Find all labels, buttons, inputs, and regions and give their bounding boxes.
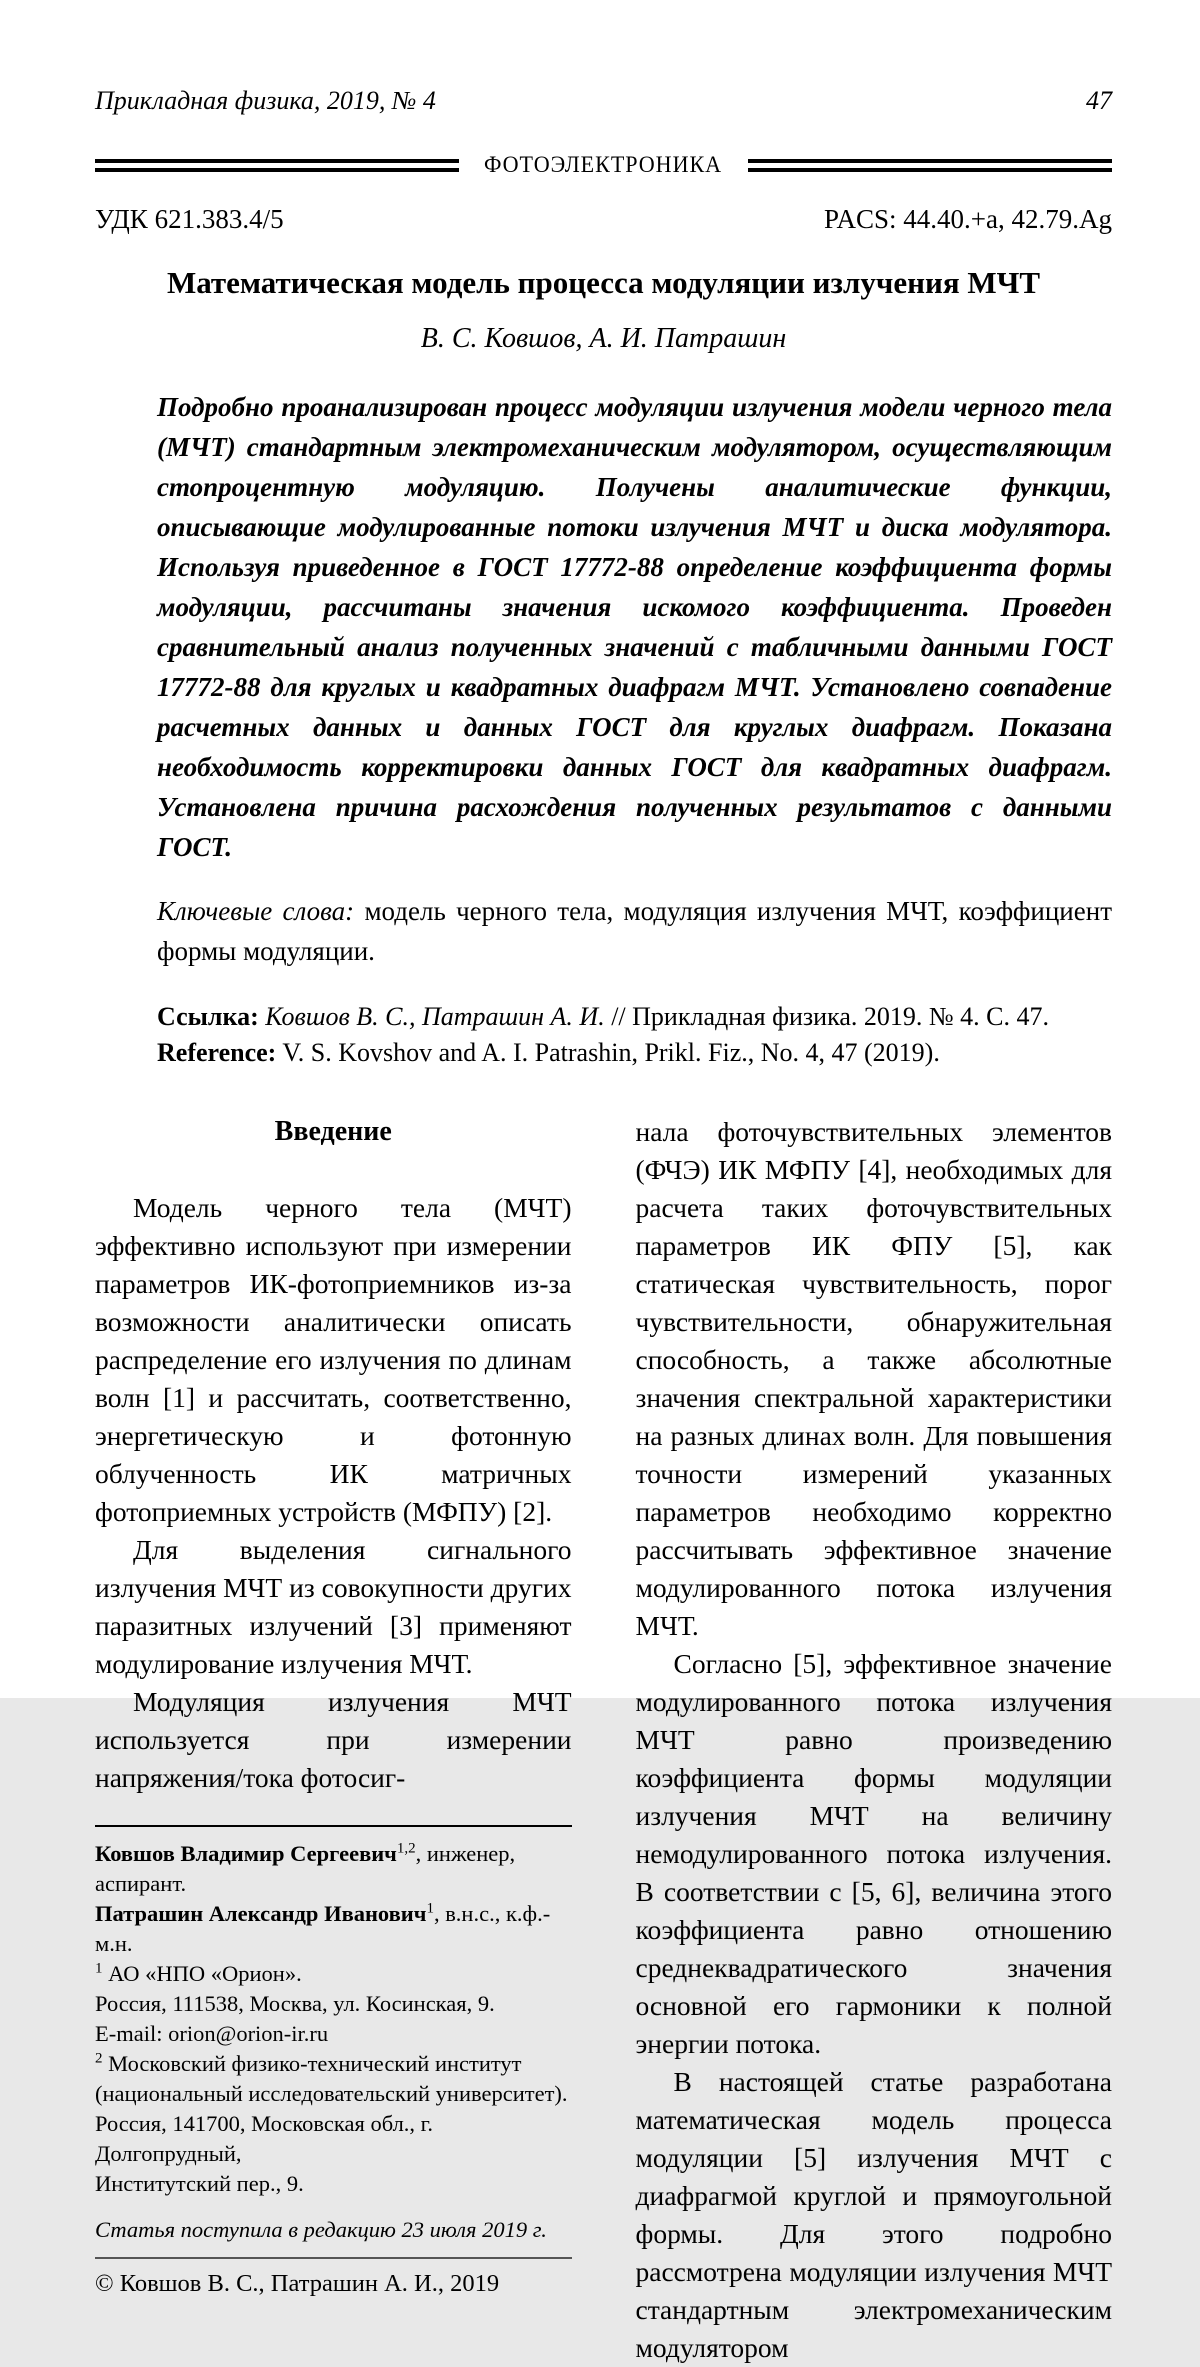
keywords-label: Ключевые слова: <box>157 896 355 926</box>
right-column <box>636 1113 1113 2367</box>
body-paragraph: Модель черного тела (МЧТ) эффективно используют при измерении параметров ИК-фотоприемников из-за возможности аналитически описать распределение его излучения по длинам волн [1] и рассчитать, соответственно, энергетическую и фотонную облученность ИК матричных фотоприемных устройств (МФПУ) [2]. <box>95 1192 572 1527</box>
article-authors: В. С. Ковшов, А. И. Патрашин <box>420 323 787 354</box>
body-paragraph: нала фоточувствительных элементов (ФЧЭ) ИК МФПУ [4], необходимых для расчета таких фоточувствительных параметров ИК ФПУ [5], как статическая чувствительность, порог чувствительности, обнаружительная способность, а также абсолютные значения спектральной характеристики на разных длинах волн. Для повышения точности измерений указанных параметров необходимо корректно рассчитывать эффективное значение модулированного потока излучения МЧТ. <box>635 1116 1112 1641</box>
classification-codes <box>95 204 1112 235</box>
citation-en <box>157 1035 1112 1071</box>
footnote-author-2-sup: 1 <box>426 1900 434 1917</box>
intro-heading: Введение <box>274 1116 392 1147</box>
footnote-affiliation-2b: (национальный исследовательский университет). <box>95 2081 568 2106</box>
received-date: Статья поступила в редакцию 23 июля 2019 г. <box>95 2215 572 2259</box>
footnote-author-1-role: , инженер, аспирант. <box>95 1841 516 1896</box>
footnote-address-1: Россия, 111538, Москва, ул. Косинская, 9. <box>95 1991 495 2016</box>
copyright-line: © Ковшов В. С., Патрашин А. И., 2019 <box>95 2270 500 2297</box>
section-banner <box>95 152 1112 178</box>
footnote-affiliation-1-sup: 1 <box>95 1960 103 1977</box>
footnote-affiliation-1 <box>95 1959 572 1989</box>
footnote-address-3: Институтский пер., 9. <box>95 2171 304 2196</box>
body-paragraph: Модуляция излучения МЧТ используется при измерении напряжения/тока фотосиг- <box>95 1686 572 1793</box>
udk-code: УДК 621.383.4/5 <box>95 204 284 234</box>
section-title: ФОТОЭЛЕКТРОНИКА <box>484 152 723 177</box>
page-number: 47 <box>1086 86 1112 115</box>
footnote-author-2-name: Патрашин Александр Иванович <box>95 1901 427 1926</box>
pacs-code: PACS: 44.40.+a, 42.79.Ag <box>823 204 1112 234</box>
journal-name: Прикладная физика, 2019, № 4 <box>95 86 436 115</box>
article-title: Математическая модель процесса модуляции излучения МЧТ <box>166 265 1041 300</box>
keywords <box>95 891 1112 971</box>
citation-block <box>95 999 1112 1071</box>
citation-ru-rest: // Прикладная физика. 2019. № 4. С. 47. <box>604 1002 1050 1031</box>
footnote-affiliation-2-text: Московский физико-технический институт <box>102 2051 522 2076</box>
footnote-address-2: Россия, 141700, Московская обл., г. Долгопрудный, <box>95 2111 433 2166</box>
keywords-text: модель черного тела, модуляция излучения МЧТ, коэффициент формы модуляции. <box>157 896 1112 966</box>
two-column-body <box>95 1113 1112 2367</box>
citation-en-label: Reference: <box>157 1038 277 1067</box>
citation-ru-label: Ссылка: <box>157 1002 259 1031</box>
body-paragraph: В настоящей статье разработана математическая модель процесса модуляции [5] излучения МЧТ с диафрагмой круглой и прямоугольной формы. Для этого подробно рассмотрена модуляции излучения МЧТ стандартным электромеханическим модулятором <box>635 2066 1112 2363</box>
citation-en-rest: V. S. Kovshov and A. I. Patrashin, Prikl. Fiz., No. 4, 47 (2019). <box>276 1038 940 1067</box>
footnote-email: E-mail: orion@orion-ir.ru <box>95 2021 329 2046</box>
footnote-author-1 <box>95 1839 572 1899</box>
footnote-author-2-role: , в.н.с., к.ф.-м.н. <box>95 1901 551 1956</box>
body-paragraph: Согласно [5], эффективное значение модулированного потока излучения МЧТ равно произведению коэффициента формы модуляции излучения МЧТ на величину немодулированного потока излучения. В соответствии с [5, 6], величина этого коэффициента равно отношению среднеквадратического значения основной его гармоники к полной энергии потока. <box>635 1648 1112 2059</box>
footnote-affiliation-2-sup: 2 <box>95 2050 103 2067</box>
citation-ru-authors: Ковшов В. С., Патрашин А. И. <box>258 1002 605 1031</box>
running-head <box>95 86 1112 116</box>
footnote-affiliation-2 <box>95 2049 572 2079</box>
body-paragraph: Для выделения сигнального излучения МЧТ из совокупности других паразитных излучений [3] применяют модулирование излучения МЧТ. <box>95 1534 572 1679</box>
abstract: Подробно проанализирован процесс модуляции излучения модели черного тела (МЧТ) стандартным электромеханическим модулятором, осуществляющим стопроцентную модуляцию. Получены аналитические функции, описывающие модулированные потоки излучения МЧТ и диска модулятора. Используя приведенное в ГОСТ 17772-88 определение коэффициента формы модуляции, рассчитаны значения искомого коэффициента. Проведен сравнительный анализ полученных значений с табличными данными ГОСТ 17772-88 для круглых и квадратных диафрагм МЧТ. Установлено совпадение расчетных данных и данных ГОСТ для круглых диафрагм. Показана необходимость корректировки данных ГОСТ для квадратных диафрагм. Установлена причина расхождения полученных результатов с данными ГОСТ. <box>157 392 1112 862</box>
citation-ru <box>157 999 1112 1035</box>
banner-right-rule <box>748 159 1112 172</box>
footnote-author-2 <box>95 1899 572 1959</box>
footnote-author-1-name: Ковшов Владимир Сергеевич <box>95 1841 397 1866</box>
author-footnote <box>95 1825 572 2299</box>
banner-left-rule <box>95 159 459 172</box>
footnote-author-1-sup: 1,2 <box>396 1840 416 1857</box>
footnote-affiliation-1-text: АО «НПО «Орион». <box>102 1961 302 1986</box>
left-column <box>95 1113 572 2367</box>
